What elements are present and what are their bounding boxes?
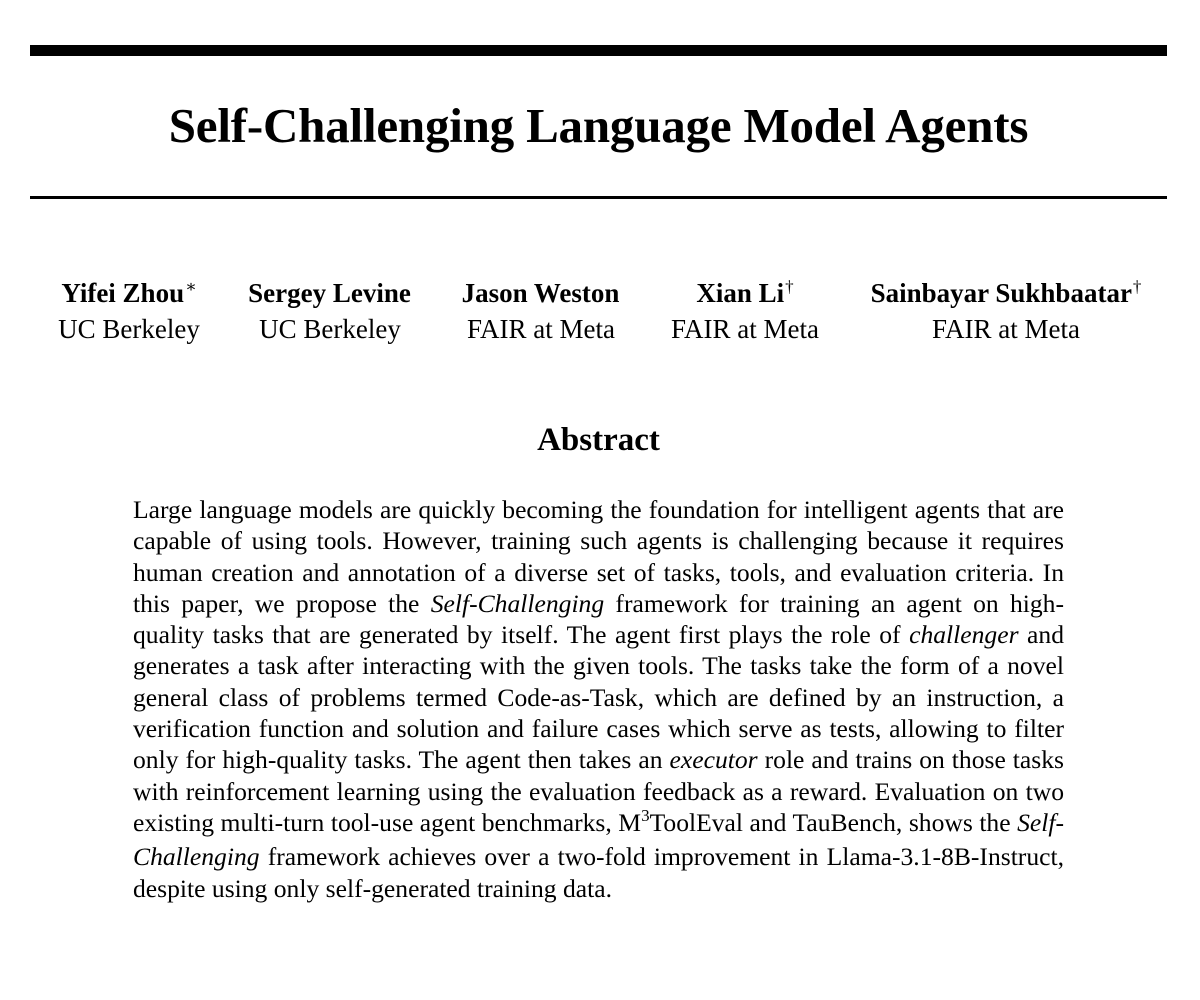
abstract-emphasis: challenger bbox=[909, 620, 1019, 650]
author-affiliation: UC Berkeley bbox=[259, 314, 401, 344]
abstract-heading: Abstract bbox=[537, 422, 660, 458]
author-affiliation: UC Berkeley bbox=[58, 314, 200, 344]
title-bottom-rule bbox=[30, 196, 1167, 199]
author-mark: † bbox=[1132, 277, 1142, 296]
author-name: Sergey Levine bbox=[248, 278, 411, 308]
abstract-emphasis: Self-Challenging bbox=[430, 588, 605, 618]
paper-title: Self-Challenging Language Model Agents bbox=[168, 98, 1029, 153]
abstract-text: and generates a task after interacting with the given tools. The tasks take the form of a novel general class of problems termed Code-as-Task, which are defined by an instruction, a verification function and solution and failure cases which serve as tests, allowing to filter only for high-quality tasks. The agent then takes an bbox=[133, 620, 1064, 775]
author-block bbox=[871, 276, 1142, 344]
author-name: Xian Li† bbox=[696, 277, 794, 308]
abstract-body bbox=[133, 494, 1064, 904]
author-mark: † bbox=[785, 277, 794, 296]
abstract-text: Large language models are quickly becoming the foundation for intelligent agents that are capable of using tools. However, training such agents is challenging because it requires human creation and annotation of a diverse set of tasks, tools, and evaluation criteria. In this paper, we propose the bbox=[133, 495, 1064, 618]
title-top-rule bbox=[30, 45, 1167, 56]
author-affiliation: FAIR at Meta bbox=[467, 314, 615, 344]
abstract-text: framework for training an agent on high-quality tasks that are generated by itself. The agent first plays the role of bbox=[133, 588, 1064, 650]
abstract-text: framework achieves over a two-fold improvement in Llama-3.1-8B-Instruct, despite using only self-generated training data. bbox=[133, 842, 1064, 903]
abstract-superscript: 3 bbox=[641, 805, 650, 825]
author-block bbox=[671, 276, 819, 344]
abstract-emphasis: Self-Challenging bbox=[133, 807, 1064, 872]
author-affiliation: FAIR at Meta bbox=[671, 314, 819, 344]
author-block bbox=[248, 276, 412, 344]
author-name: Sainbayar Sukhbaatar† bbox=[870, 277, 1142, 308]
author-name: Yifei Zhou∗ bbox=[61, 277, 197, 308]
abstract-text: ToolEval and TauBench, shows the bbox=[649, 807, 1018, 837]
abstract-text: role and trains on those tasks with reinforcement learning using the evaluation feedback as a reward. Evaluation on two existing multi-turn tool-use agent benchmarks, M bbox=[133, 745, 1064, 837]
author-affiliation: FAIR at Meta bbox=[932, 314, 1080, 344]
author-mark: ∗ bbox=[185, 277, 197, 296]
author-block bbox=[58, 276, 200, 344]
abstract-emphasis: executor bbox=[669, 745, 758, 775]
author-block bbox=[462, 276, 621, 344]
author-name: Jason Weston bbox=[461, 278, 620, 308]
